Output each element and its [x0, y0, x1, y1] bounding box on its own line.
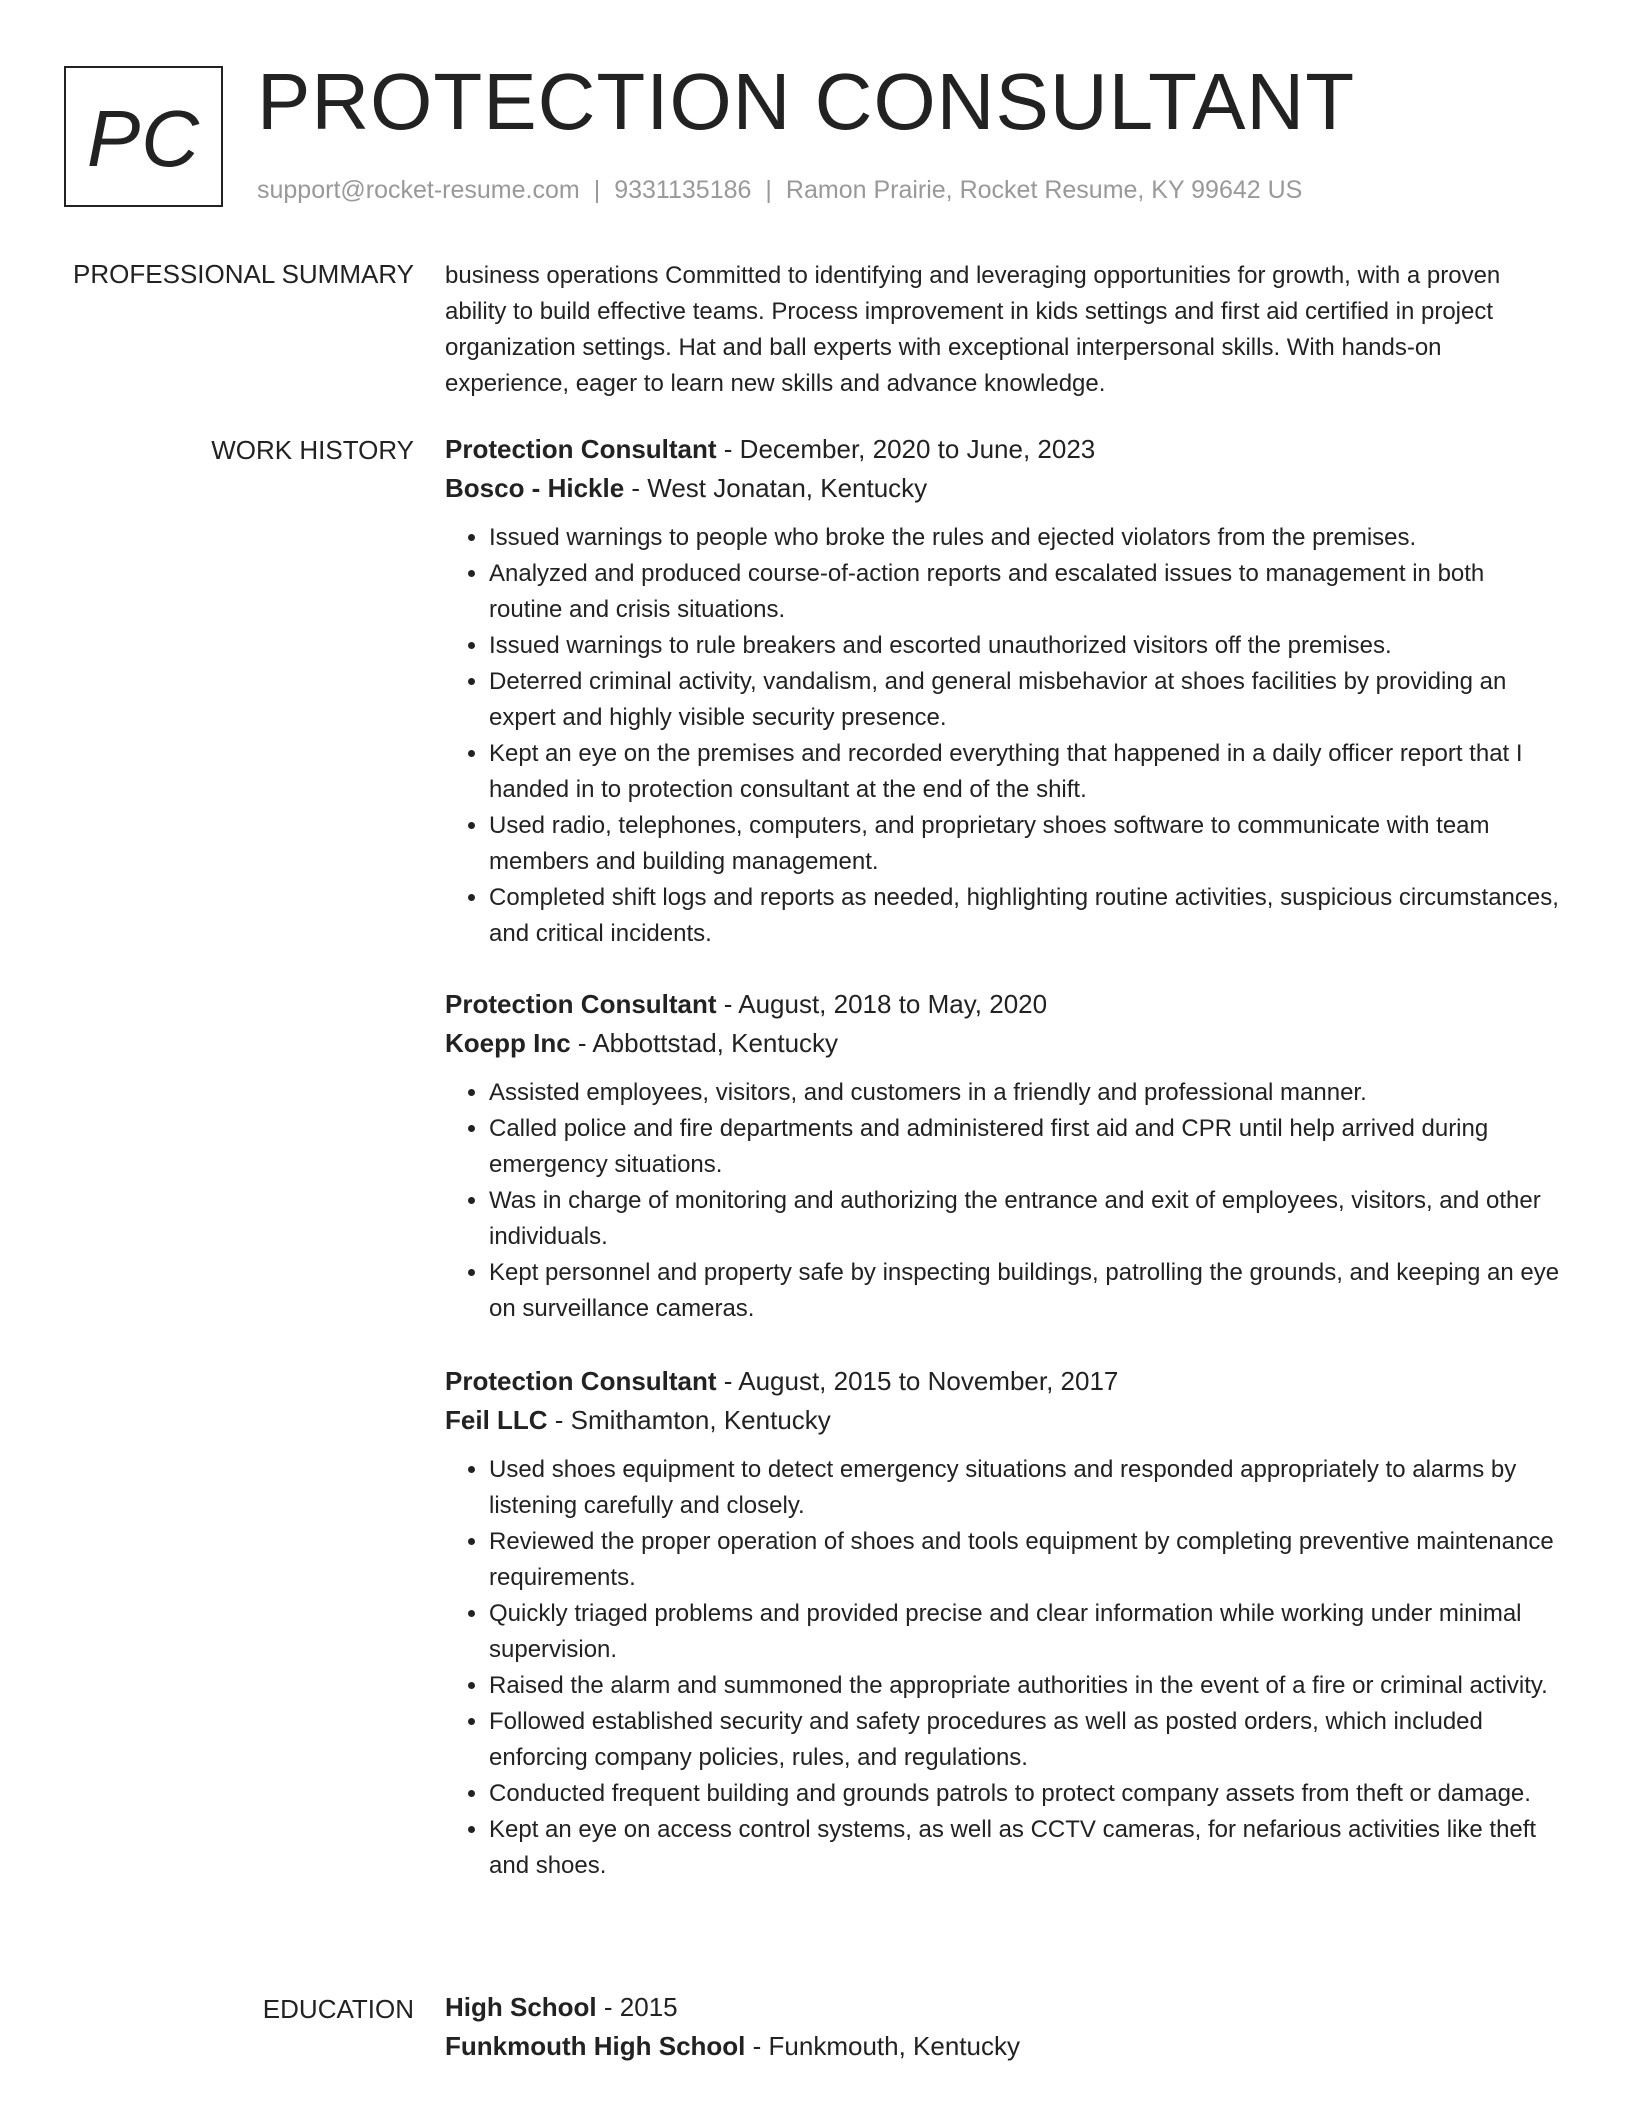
job-entry [445, 1362, 1563, 1884]
job-bullet: • Kept an eye on the premises and recorded everything that happened in a daily officer report that I handed in to protection consultant at the end of the shift. [489, 736, 1563, 808]
job-bullet: • Kept personnel and property safe by inspecting buildings, patrolling the grounds, and keeping an eye on surveillance cameras. [489, 1255, 1563, 1327]
job-company: Koepp Inc [445, 1028, 571, 1058]
job-title-line [445, 430, 1563, 469]
job-bullet: • Raised the alarm and summoned the appropriate authorities in the event of a fire or criminal activity. [489, 1668, 1563, 1704]
contact-separator: | [593, 176, 601, 204]
education-degree: High School [445, 1992, 597, 2022]
job-bullets [445, 520, 1563, 952]
job-title: Protection Consultant [445, 434, 717, 464]
education-year: - 2015 [596, 1992, 678, 2022]
education-degree-line [445, 1988, 1563, 2027]
monogram-badge [64, 66, 223, 207]
job-bullet: • Assisted employees, visitors, and customers in a friendly and professional manner. [489, 1075, 1563, 1111]
contact-address: Ramon Prairie, Rocket Resume, KY 99642 US [785, 176, 1303, 204]
job-bullet: • Issued warnings to rule breakers and escorted unauthorized visitors off the premises. [489, 628, 1563, 664]
education-school-line [445, 2027, 1563, 2066]
job-bullet: • Followed established security and safety procedures as well as posted orders, which included enforcing company policies, rules, and regulations. [489, 1704, 1563, 1776]
job-bullet: • Used shoes equipment to detect emergency situations and responded appropriately to alarms by listening carefully and closely. [489, 1452, 1563, 1524]
monogram-initials: PC [86, 93, 201, 183]
section-label-summary: PROFESSIONAL SUMMARY [73, 259, 414, 289]
job-bullet: • Reviewed the proper operation of shoes and tools equipment by completing preventive maintenance requirements. [489, 1524, 1563, 1596]
education-location: - Funkmouth, Kentucky [745, 2031, 1020, 2061]
job-title-line [445, 1362, 1563, 1401]
job-title: Protection Consultant [445, 989, 717, 1019]
job-company-line [445, 469, 1563, 508]
job-bullet: • Used radio, telephones, computers, and proprietary shoes software to communicate with team members and building management. [489, 808, 1563, 880]
job-entry [445, 985, 1563, 1327]
job-bullet: • Deterred criminal activity, vandalism, and general misbehavior at shoes facilities by providing an expert and highly visible security presence. [489, 664, 1563, 736]
job-location: - West Jonatan, Kentucky [624, 473, 928, 503]
job-entry [445, 430, 1563, 952]
job-dates: - August, 2018 to May, 2020 [716, 989, 1048, 1019]
summary-text: business operations Committed to identifying and leveraging opportunities for growth, with a proven ability to build effective teams. Process improvement in kids settings and first aid certified in project organization settings. Hat and ball experts with exceptional interpersonal skills. With hands-on experience, eager to learn new skills and advance knowledge. [445, 262, 1501, 397]
job-bullet: • Called police and fire departments and administered first aid and CPR until help arrived during emergency situations. [489, 1111, 1563, 1183]
section-label-education: EDUCATION [262, 1994, 414, 2024]
contact-phone[interactable]: 9331135186 [614, 176, 752, 204]
contact-email[interactable]: support@rocket-resume.com [257, 176, 580, 204]
job-company: Feil LLC [445, 1405, 548, 1435]
job-dates: - August, 2015 to November, 2017 [716, 1366, 1119, 1396]
job-title: Protection Consultant [445, 1366, 717, 1396]
job-title-line [445, 985, 1563, 1024]
contact-separator: | [765, 176, 772, 204]
education-school: Funkmouth High School [445, 2031, 746, 2061]
job-company-line [445, 1024, 1563, 1063]
job-dates: - December, 2020 to June, 2023 [716, 434, 1096, 464]
education-entry [445, 1988, 1563, 2066]
job-location: - Abbottstad, Kentucky [570, 1028, 839, 1058]
job-bullet: • Quickly triaged problems and provided precise and clear information while working under minimal supervision. [489, 1596, 1563, 1668]
job-bullet: • Analyzed and produced course-of-action reports and escalated issues to management in both routine and crisis situations. [489, 556, 1563, 628]
job-bullet: • Issued warnings to people who broke the rules and ejected violators from the premises. [489, 520, 1563, 556]
job-company-line [445, 1401, 1563, 1440]
job-location: - Smithamton, Kentucky [547, 1405, 831, 1435]
job-bullet: • Was in charge of monitoring and authorizing the entrance and exit of employees, visitors, and other individuals. [489, 1183, 1563, 1255]
job-bullets [445, 1075, 1563, 1327]
job-bullet: • Kept an eye on access control systems, as well as CCTV cameras, for nefarious activities like theft and shoes. [489, 1812, 1563, 1884]
job-company: Bosco - Hickle [445, 473, 625, 503]
resume-title: PROTECTION CONSULTANT [257, 57, 1356, 146]
job-bullet: • Completed shift logs and reports as needed, highlighting routine activities, suspicious circumstances, and critical incidents. [489, 880, 1563, 952]
job-bullets [445, 1452, 1563, 1884]
section-label-work-history: WORK HISTORY [211, 435, 414, 465]
job-bullet: • Conducted frequent building and grounds patrols to protect company assets from theft or damage. [489, 1776, 1563, 1812]
contact-line [257, 174, 1302, 206]
